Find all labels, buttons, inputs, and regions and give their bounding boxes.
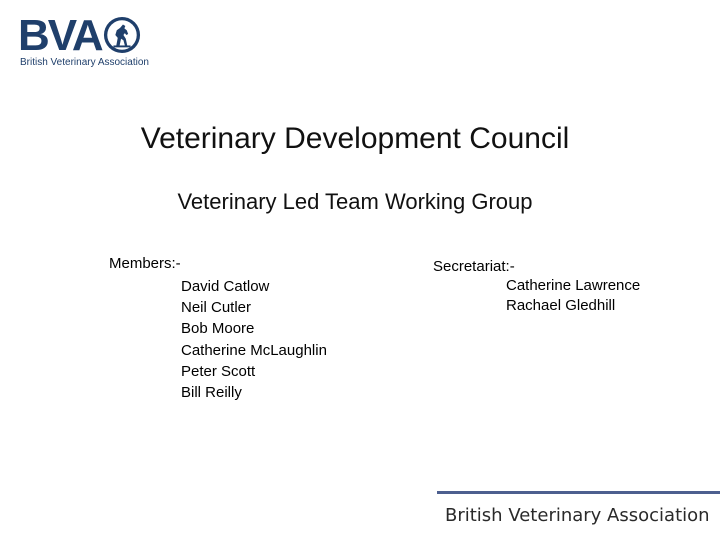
secretariat-name: Rachael Gledhill <box>506 296 616 314</box>
horse-seal-icon <box>103 16 141 54</box>
member-name: Bob Moore <box>181 320 255 338</box>
logo-caption: British Veterinary Association <box>20 57 149 68</box>
member-name: Catherine McLaughlin <box>181 341 327 359</box>
bva-logo <box>18 11 168 72</box>
members-heading: Members:- <box>109 255 181 272</box>
secretariat-heading: Secretariat:- <box>433 258 515 275</box>
secretariat-name: Catherine Lawrence <box>506 277 641 294</box>
page-subtitle: Veterinary Led Team Working Group <box>177 189 533 214</box>
logo-letters: BVA <box>18 11 102 60</box>
page-title: Veterinary Development Council <box>140 122 570 155</box>
members-list <box>181 276 327 403</box>
secretariat-list <box>506 276 640 315</box>
member-name: David Catlow <box>181 278 270 295</box>
logo-mark <box>18 11 141 60</box>
member-name: Peter Scott <box>181 362 256 380</box>
footer-text: British Veterinary Association <box>445 505 710 526</box>
member-name: Bill Reilly <box>181 384 242 402</box>
member-name: Neil Cutler <box>181 299 252 317</box>
footer-rule <box>437 491 720 494</box>
